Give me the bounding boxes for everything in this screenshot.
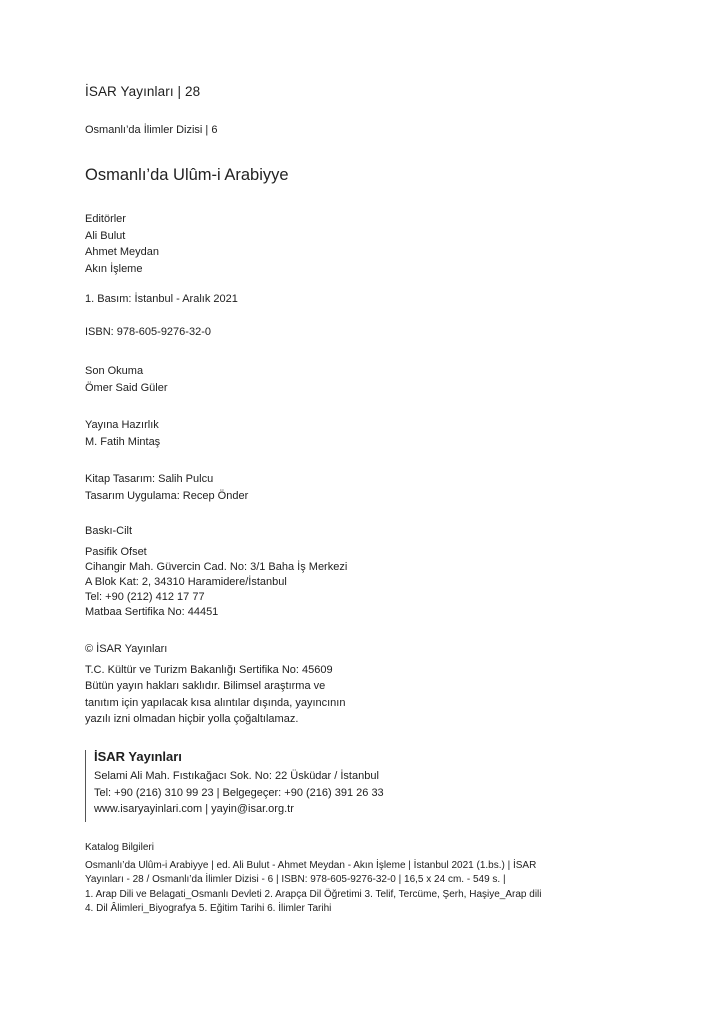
catalog-line: Osmanlı’da Ulûm-i Arabiyye | ed. Ali Bulut - Ahmet Meydan - Akın İşleme | İstanbul 2021 (1.bs.) | İSAR [85,859,537,871]
design-application-line: Tasarım Uygulama: Recep Önder [85,489,249,502]
printer-certificate: Matbaa Sertifika No: 44451 [85,606,219,618]
printer-phone: Tel: +90 (212) 412 17 77 [85,591,205,603]
preparer-name: M. Fatih Mintaş [85,435,161,448]
rights-text: Bütün yayın hakları saklıdır. Bilimsel araştırma ve [85,680,326,692]
rights-text: tanıtım için yapılacak kısa alıntılar dışında, yayıncının [85,696,346,709]
catalog-heading: Katalog Bilgileri [85,842,154,853]
rights-block [85,641,345,728]
design-block [85,471,248,504]
editor-name: Ali Bulut [85,229,126,242]
catalog-line: Yayınları - 28 / Osmanlı’da İlimler Dizisi - 6 | ISBN: 978-605-9276-32-0 | 16,5 x 24 cm. - 549 s. | [85,874,506,885]
series-line: İSAR Yayınları | 28 [85,84,201,99]
proofreader-name: Ömer Said Güler [85,381,168,394]
publisher-phone: Tel: +90 (216) 310 99 23 | Belgegeçer: +90 (216) 391 26 33 [94,786,384,799]
isbn-line: ISBN: 978-605-9276-32-0 [85,326,211,338]
editors-block [85,211,159,277]
publisher-web: www.isaryayinlari.com | yayin@isar.org.tr [94,803,294,815]
ministry-certificate: T.C. Kültür ve Turizm Bakanlığı Sertifika No: 45609 [85,663,333,676]
copyright-notice: © İSAR Yayınları [85,643,168,655]
preparation-heading: Yayına Hazırlık [85,419,159,431]
printer-address: A Blok Kat: 2, 34310 Haramidere/İstanbul [85,576,287,588]
catalog-line: 1. Arap Dili ve Belagati_Osmanlı Devleti 2. Arapça Dil Öğretimi 3. Telif, Tercüme, Şerh, Haşiye_Arap dili [85,888,542,900]
rights-text: yazılı izni olmadan hiçbir yolla çoğaltılamaz. [85,713,299,725]
publisher-block [85,750,384,822]
editor-name: Ahmet Meydan [85,246,159,258]
catalog-block [85,841,542,917]
preparation-block [85,417,160,450]
publisher-address: Selami Ali Mah. Fıstıkağacı Sok. No: 22 Üsküdar / İstanbul [94,770,379,782]
subseries-line: Osmanlı’da İlimler Dizisi | 6 [85,124,218,136]
cover-design-line: Kitap Tasarım: Salih Pulcu [85,473,214,485]
printer-address: Cihangir Mah. Güvercin Cad. No: 3/1 Baha İş Merkezi [85,561,348,573]
printer-name: Pasifik Ofset [85,546,147,558]
editor-name: Akın İşleme [85,262,143,275]
proofreading-heading: Son Okuma [85,365,144,377]
catalog-line: 4. Dil Âlimleri_Biyografya 5. Eğitim Tarihi 6. İlimler Tarihi [85,903,332,914]
edition-line: 1. Basım: İstanbul - Aralık 2021 [85,293,238,305]
printing-heading: Baskı-Cilt [85,525,133,537]
editors-heading: Editörler [85,213,126,225]
proofreading-block [85,363,168,396]
book-title: Osmanlı’da Ulûm-i Arabiyye [85,166,289,184]
publisher-name: İSAR Yayınları [94,749,182,764]
printing-block [85,524,347,620]
